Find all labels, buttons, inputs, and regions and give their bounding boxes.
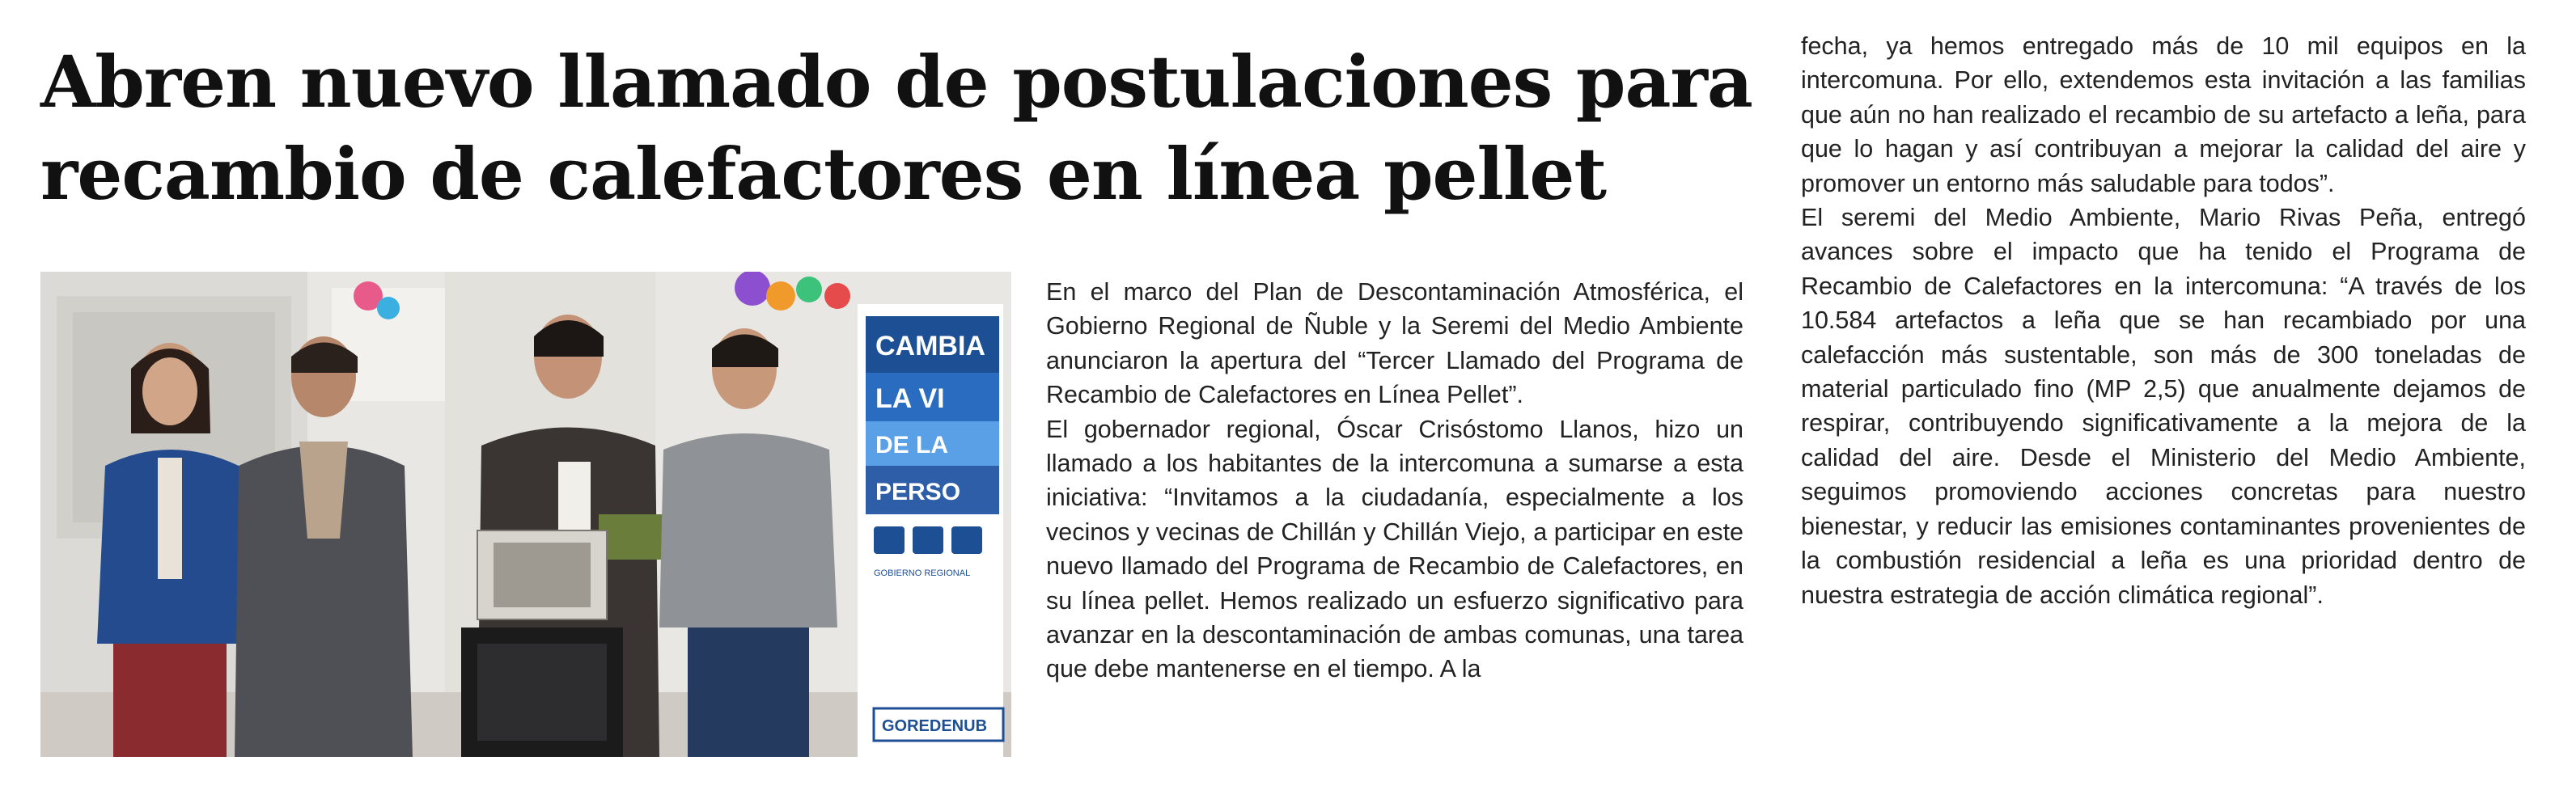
paragraph: En el marco del Plan de Descontaminación Atmosférica, el Gobierno Regional de Ñuble y la Seremi del Medio Ambiente anunciaron la apertura del “Tercer Llamado del Programa de Recambio de Calefactores en Línea Pellet”. [1046, 278, 1743, 409]
sign-text: GOREDENUB [882, 717, 988, 735]
banner-small-text: GOBIERNO REGIONAL [874, 568, 971, 578]
paragraph: El gobernador regional, Óscar Crisóstomo Llanos, hizo un llamado a los habitantes de la intercomuna a sumarse a esta iniciativa: “Invitamos a la ciudadanía, especialmente a los vecinos y vecinas de Chillán y Chillán Viejo, a participar en este nuevo llamado del Programa de Recambio de Calefactores, en su línea pellet. Hemos realizado un esfuerzo significativo para avanzar en la descontaminación de ambas comunas, una tarea que debe mantenerse en el tiempo. A la [1046, 415, 1743, 683]
pellet-stove [461, 530, 623, 757]
headline-line-2: recambio de calefactores en línea pellet [40, 132, 1606, 216]
paragraph: fecha, ya hemos entregado más de 10 mil equipos en la intercomuna. Por ello, extendemos esta invitación a las familias que aún no han realizado el recambio de su artefacto a leña, para que lo hagan y así contribuyan a mejorar la calidad del aire y promover un entorno más saludable para todos”. [1801, 32, 2526, 197]
headline [40, 36, 1756, 220]
paragraph: El seremi del Medio Ambiente, Mario Rivas Peña, entregó avances sobre el impacto que ha tenido el Programa de Recambio de Calefactores en la intercomuna: “A través de los 10.584 artefactos a leña que se han recambiado por una calefacción más sustentable, son más de 300 toneladas de material particulado fino (MP 2,5) que anualmente dejamos de respirar, contribuyendo significativamente a la mejora de la calidad del aire. Desde el Ministerio del Medio Ambiente, seguimos promoviendo acciones concretas para nuestro bienestar, y reducir las emisiones contaminantes provenientes de la combustión residencial a leña es una prioridad dentro de nuestra estrategia de acción climática regional”. [1801, 204, 2526, 609]
banner-line-3: DE LA [875, 432, 948, 458]
campaign-banner [858, 304, 1003, 757]
news-photo [40, 272, 1011, 757]
headline-line-1: Abren nuevo llamado de postulaciones para [40, 40, 1752, 124]
banner-line-1: CAMBIA [875, 331, 985, 361]
photo-illustration [40, 272, 1011, 757]
article-column-2 [1801, 29, 2526, 612]
banner-line-2: LA VI [875, 383, 945, 414]
article-column-1 [1046, 275, 1743, 687]
banner-line-4: PERSO [875, 479, 961, 505]
